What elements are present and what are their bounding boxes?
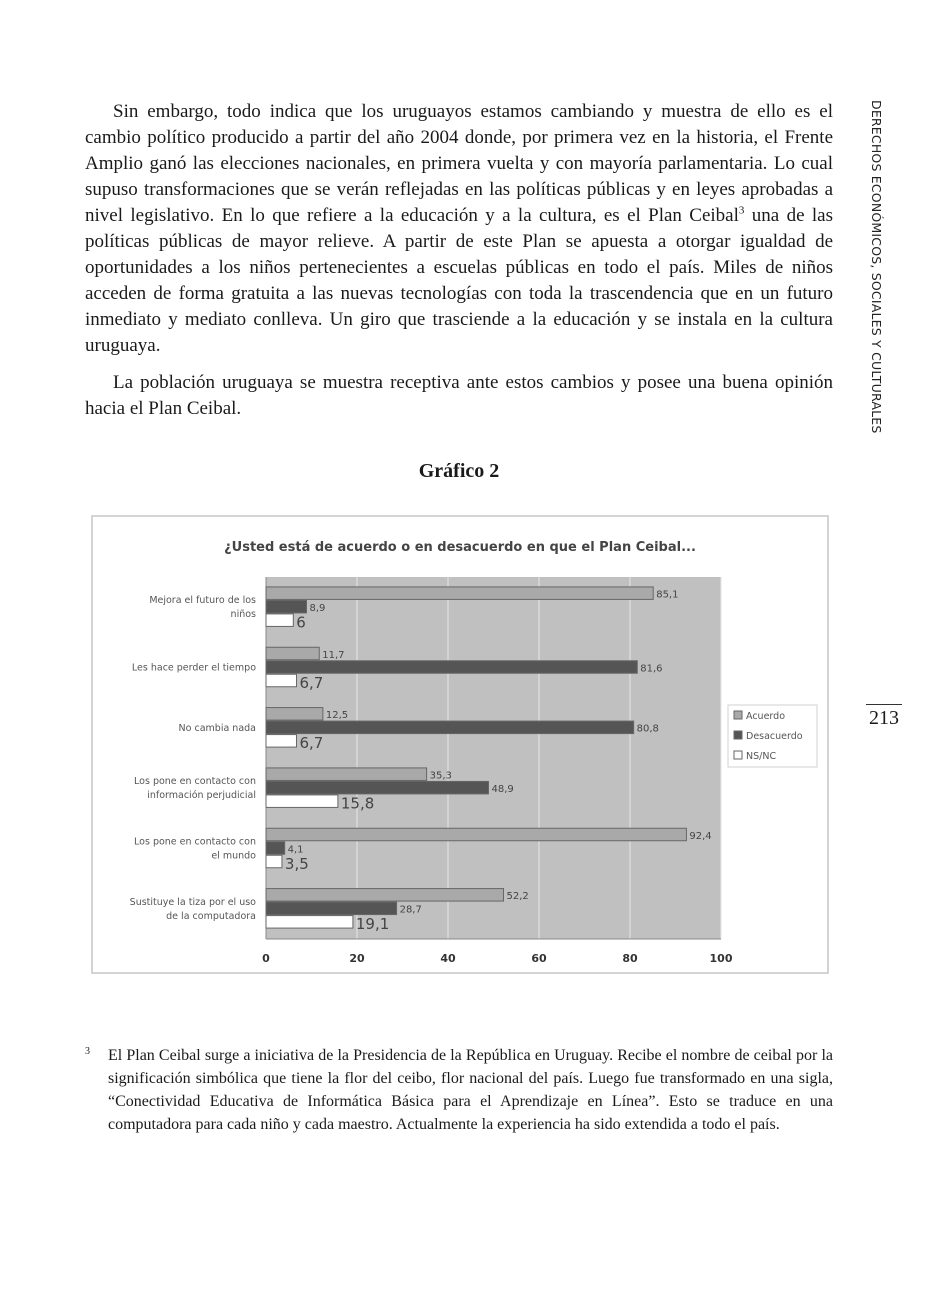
x-tick-label: 20 <box>349 952 365 965</box>
paragraph-1-text-b: una de las políticas públicas de mayor relieve. A partir de este Plan se apuesta a otorgar igualdad de oportunidades a los niños pertenecientes a escuelas públicas en todo el país. Miles de niños acceden de forma gratuita a las nuevas tecnologías con toda la trascendencia que en un futuro inmediato y mediato conlleva. Un giro que trasciende a la educación y se instala en la cultura uruguaya. <box>85 205 833 356</box>
legend-label: NS/NC <box>746 751 777 762</box>
data-label: 6 <box>296 613 306 632</box>
bar-nsnc-5 <box>266 916 353 929</box>
data-label: 52,2 <box>506 891 529 903</box>
data-label: 81,6 <box>640 663 663 675</box>
legend-swatch-desacuerdo <box>734 731 742 739</box>
footnote-mark: 3 <box>85 1046 90 1057</box>
data-label: 48,9 <box>491 783 514 795</box>
data-label: 92,4 <box>689 830 712 842</box>
category-label: Les hace perder el tiempo <box>131 662 256 674</box>
bar-desacuerdo-3 <box>266 781 488 794</box>
category-label: información perjudicial <box>147 790 256 802</box>
data-label: 11,7 <box>322 649 345 661</box>
data-label: 35,3 <box>429 770 452 782</box>
bar-nsnc-1 <box>266 674 296 687</box>
x-tick-label: 0 <box>262 952 270 965</box>
category-label: el mundo <box>211 850 256 862</box>
bar-nsnc-4 <box>266 855 282 868</box>
chart-title: ¿Usted está de acuerdo o en desacuerdo en que el Plan Ceibal... <box>224 540 696 555</box>
legend-label: Desacuerdo <box>746 731 803 742</box>
bar-desacuerdo-4 <box>266 842 285 855</box>
bar-chart <box>93 517 827 972</box>
bar-acuerdo-1 <box>266 647 319 660</box>
category-label: Sustituye la tiza por el uso <box>129 896 256 908</box>
paragraph-1 <box>85 99 833 359</box>
category-label: niños <box>230 609 256 621</box>
data-label: 6,7 <box>299 673 324 692</box>
legend-swatch-nsnc <box>734 751 742 759</box>
bar-desacuerdo-5 <box>266 902 397 915</box>
data-label: 80,8 <box>636 723 659 735</box>
side-running-heading <box>862 100 892 440</box>
paragraph-1-text-a: Sin embargo, todo indica que los uruguayos estamos cambiando y muestra de ello es el cambio político producido a partir del año 2004 donde, por primera vez en la historia, el Frente Amplio ganó las elecciones nacionales, en primera vuelta y con mayoría parlamentaria. Lo cual supuso transformaciones que se verán reflejadas en las políticas públicas y en leyes aprobadas a nivel legislativo. En lo que refiere a la educación y a la cultura, es el Plan Ceibal <box>85 101 833 226</box>
bar-desacuerdo-2 <box>266 721 634 734</box>
bar-nsnc-3 <box>266 795 338 808</box>
data-label: 85,1 <box>656 589 679 601</box>
category-label: Los pone en contacto con <box>134 776 256 788</box>
data-label: 6,7 <box>299 734 324 753</box>
data-label: 28,7 <box>399 904 422 916</box>
category-label: Los pone en contacto con <box>134 836 256 848</box>
x-tick-label: 60 <box>531 952 547 965</box>
legend-label: Acuerdo <box>746 711 786 722</box>
paragraph-2-text: La población uruguaya se muestra receptiva ante estos cambios y posee una buena opinión hacia el Plan Ceibal. <box>85 372 833 419</box>
footnote-ref[interactable]: 3 <box>738 204 745 217</box>
category-label: de la computadora <box>166 910 256 922</box>
bar-acuerdo-4 <box>266 828 686 841</box>
footnote <box>85 1044 833 1136</box>
data-label: 12,5 <box>325 710 349 722</box>
data-label: 8,9 <box>309 602 326 614</box>
category-label: Mejora el futuro de los <box>149 595 256 607</box>
paragraph-2 <box>85 370 833 422</box>
bar-acuerdo-3 <box>266 768 427 781</box>
data-label: 4,1 <box>287 844 304 856</box>
bar-acuerdo-2 <box>266 708 323 721</box>
legend-swatch-acuerdo <box>734 711 742 719</box>
bar-desacuerdo-0 <box>266 600 306 613</box>
bar-acuerdo-0 <box>266 587 653 600</box>
side-heading-text: DERECHOS ECONÓMICOS, SOCIALES Y CULTURALES <box>869 100 884 434</box>
footnote-text: El Plan Ceibal surge a iniciativa de la Presidencia de la República en Uruguay. Recibe el nombre de ceibal por la significación simbólica que tiene la flor del ceibo, flor nacional del país. Luego fue transformado en una sigla, “Conectividad Educativa de Informática Básica para el Aprendizaje en Línea”. Esto se traduce en una computadora para cada niño y cada maestro. Actualmente la experiencia ha sido extendida a todo el país. <box>108 1047 833 1133</box>
x-tick-label: 80 <box>622 952 638 965</box>
category-label: No cambia nada <box>178 722 256 734</box>
bar-nsnc-0 <box>266 614 293 627</box>
data-label: 15,8 <box>340 794 375 813</box>
page-number: 213 <box>866 704 902 730</box>
x-tick-label: 100 <box>709 952 733 965</box>
chart-caption: Gráfico 2 <box>418 460 500 482</box>
bar-desacuerdo-1 <box>266 661 637 674</box>
data-label: 19,1 <box>355 915 390 934</box>
bar-acuerdo-5 <box>266 889 504 902</box>
x-tick-label: 40 <box>440 952 456 965</box>
plot-area <box>266 577 721 939</box>
data-label: 3,5 <box>284 854 309 873</box>
chart-frame <box>91 515 829 974</box>
bar-nsnc-2 <box>266 735 296 748</box>
